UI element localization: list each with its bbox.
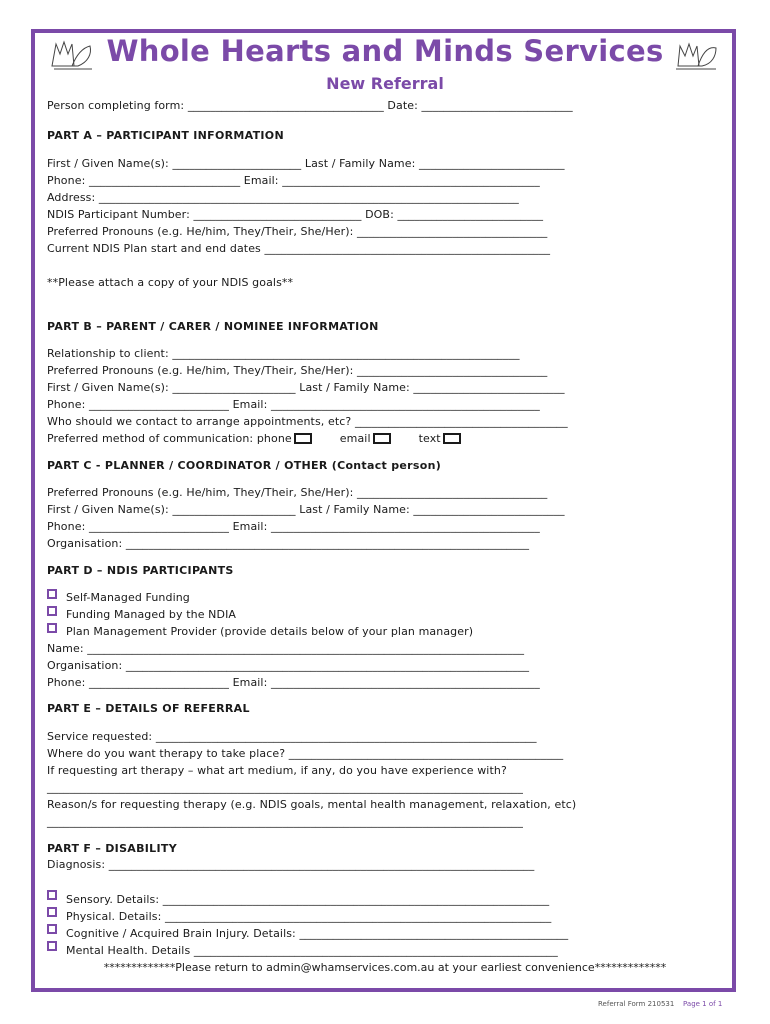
participant-phone-line[interactable]: Phone: ___________________________ Email: ______________________________________________ — [47, 174, 540, 187]
physical-checkbox[interactable] — [47, 907, 57, 917]
email-checkbox[interactable] — [373, 433, 391, 444]
hands-logo-icon — [672, 36, 720, 72]
ndia-managed-label: Funding Managed by the NDIA — [66, 608, 237, 621]
part-e-heading: PART E – DETAILS OF REFERRAL — [47, 702, 250, 715]
self-managed-label: Self-Managed Funding — [66, 591, 190, 604]
therapy-reason-answer-line[interactable]: _____________________________________________________________________________________ — [47, 815, 523, 828]
part-f-heading: PART F – DISABILITY — [47, 842, 177, 855]
part-a-heading: PART A – PARTICIPANT INFORMATION — [47, 129, 284, 142]
sensory-details-line[interactable]: Sensory. Details: _____________________________________________________________________ — [66, 893, 550, 906]
carer-name-line[interactable]: First / Given Name(s): ______________________ Last / Family Name: ___________________________ — [47, 381, 565, 394]
page-number: Page 1 of 1 — [683, 1000, 723, 1008]
plan-manager-phone-line[interactable]: Phone: _________________________ Email: ________________________________________________ — [47, 676, 540, 689]
therapy-location-line[interactable]: Where do you want therapy to take place? _________________________________________________ — [47, 747, 564, 760]
planner-name-line[interactable]: First / Given Name(s): ______________________ Last / Family Name: ___________________________ — [47, 503, 565, 516]
communication-method-row — [47, 432, 463, 446]
cognitive-checkbox[interactable] — [47, 924, 57, 934]
art-medium-question: If requesting art therapy – what art medium, if any, do you have experience with? — [47, 764, 507, 777]
sensory-checkbox[interactable] — [47, 890, 57, 900]
physical-details-line[interactable]: Physical. Details: _____________________________________________________________________ — [66, 910, 552, 923]
text-option-label: text — [418, 432, 441, 445]
plan-management-checkbox[interactable] — [47, 623, 57, 633]
self-managed-checkbox[interactable] — [47, 589, 57, 599]
plan-management-label: Plan Management Provider (provide details below of your plan manager) — [66, 625, 474, 638]
carer-phone-line[interactable]: Phone: _________________________ Email: ________________________________________________ — [47, 398, 540, 411]
diagnosis-line[interactable]: Diagnosis: ____________________________________________________________________________ — [47, 858, 535, 871]
cognitive-details-line[interactable]: Cognitive / Acquired Brain Injury. Details: ________________________________________________ — [66, 927, 569, 940]
person-completing-line[interactable]: Person completing form: ___________________________________ Date: ___________________________ — [47, 99, 573, 112]
part-b-heading: PART B – PARENT / CARER / NOMINEE INFORMATION — [47, 320, 379, 333]
part-c-heading: PART C - PLANNER / COORDINATOR / OTHER (Contact person) — [47, 459, 442, 472]
participant-pronouns-line[interactable]: Preferred Pronouns (e.g. He/him, They/Their, She/Her): __________________________________ — [47, 225, 548, 238]
return-instructions: *************Please return to admin@whamservices.com.au at your earliest convenience************* — [103, 961, 667, 974]
therapy-reason-question: Reason/s for requesting therapy (e.g. NDIS goals, mental health management, relaxation, etc) — [47, 798, 577, 811]
participant-plan-dates-line[interactable]: Current NDIS Plan start and end dates ___________________________________________________ — [47, 242, 551, 255]
participant-address-line[interactable]: Address: ___________________________________________________________________________ — [47, 191, 519, 204]
carer-relationship-line[interactable]: Relationship to client: ______________________________________________________________ — [47, 347, 520, 360]
planner-organisation-line[interactable]: Organisation: ________________________________________________________________________ — [47, 537, 530, 550]
mental-health-checkbox[interactable] — [47, 941, 57, 951]
attach-goals-note: **Please attach a copy of your NDIS goals** — [47, 276, 294, 289]
service-requested-line[interactable]: Service requested: ____________________________________________________________________ — [47, 730, 537, 743]
communication-method-label: Preferred method of communication: phone — [47, 432, 292, 445]
text-checkbox[interactable] — [443, 433, 461, 444]
mental-health-details-line[interactable]: Mental Health. Details _________________________________________________________________ — [66, 944, 558, 957]
page-title: Whole Hearts and Minds Services — [106, 34, 664, 68]
planner-phone-line[interactable]: Phone: _________________________ Email: ________________________________________________ — [47, 520, 540, 533]
plan-manager-organisation-line[interactable]: Organisation: ________________________________________________________________________ — [47, 659, 530, 672]
phone-checkbox[interactable] — [294, 433, 312, 444]
carer-contact-line[interactable]: Who should we contact to arrange appointments, etc? ______________________________________ — [47, 415, 568, 428]
art-medium-answer-line[interactable]: _____________________________________________________________________________________ — [47, 781, 523, 794]
participant-name-line[interactable]: First / Given Name(s): _______________________ Last / Family Name: __________________________ — [47, 157, 565, 170]
hands-logo-icon — [48, 36, 96, 72]
email-option-label: email — [339, 432, 371, 445]
page-subtitle: New Referral — [326, 74, 444, 93]
plan-manager-name-line[interactable]: Name: ______________________________________________________________________________ — [47, 642, 525, 655]
carer-pronouns-line[interactable]: Preferred Pronouns (e.g. He/him, They/Their, She/Her): __________________________________ — [47, 364, 548, 377]
planner-pronouns-line[interactable]: Preferred Pronouns (e.g. He/him, They/Their, She/Her): __________________________________ — [47, 486, 548, 499]
ndia-managed-checkbox[interactable] — [47, 606, 57, 616]
participant-ndis-line[interactable]: NDIS Participant Number: ______________________________ DOB: __________________________ — [47, 208, 544, 221]
part-d-heading: PART D – NDIS PARTICIPANTS — [47, 564, 234, 577]
form-code: Referral Form 210531 — [598, 1000, 675, 1008]
